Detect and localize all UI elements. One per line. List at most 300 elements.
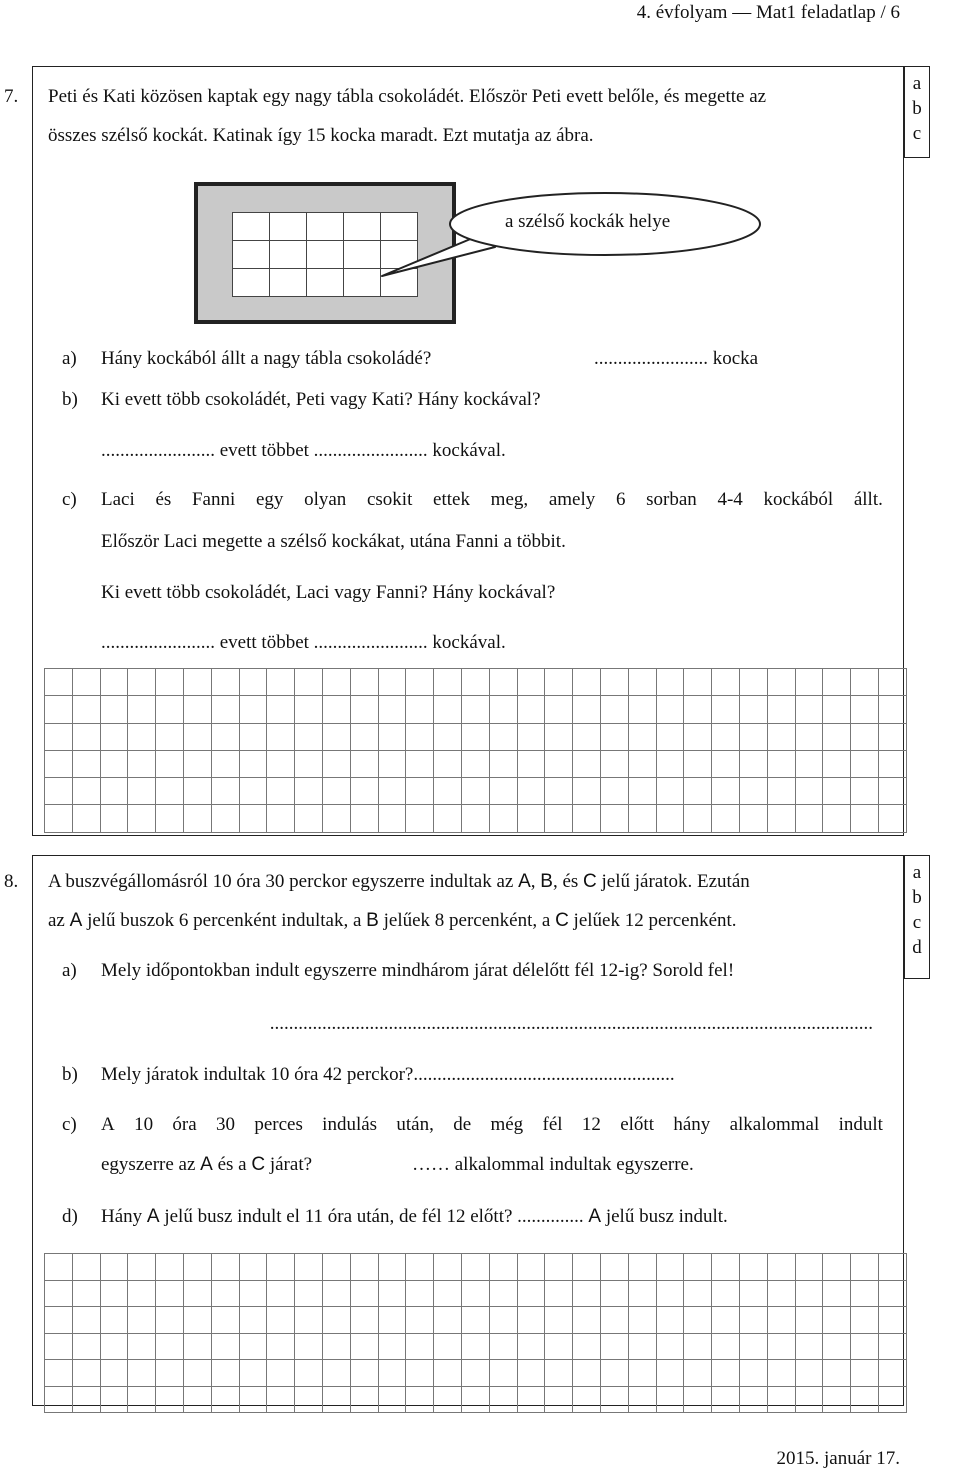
grid-cell	[240, 696, 268, 723]
grid-cell	[657, 1281, 685, 1308]
grid-cell	[573, 696, 601, 723]
task-7-intro-line-1: Peti és Kati közösen kaptak egy nagy tábla csokoládét. Először Peti evett belőle, és megette az	[48, 86, 767, 107]
task-7b-question: Ki evett több csokoládét, Peti vagy Kati? Hány kockával?	[101, 389, 541, 410]
grid-cell	[545, 805, 573, 832]
grid-cell	[712, 724, 740, 751]
grid-cell	[73, 1281, 101, 1308]
grid-cell	[351, 751, 379, 778]
grid-cell	[267, 1307, 295, 1334]
grid-cell	[851, 805, 879, 832]
score-b: b	[912, 887, 922, 908]
grid-cell	[406, 669, 434, 696]
grid-cell	[629, 1281, 657, 1308]
grid-cell	[518, 1334, 546, 1361]
grid-cell	[101, 696, 129, 723]
grid-cell	[295, 1307, 323, 1334]
grid-cell	[379, 1334, 407, 1361]
grid-cell	[45, 724, 73, 751]
grid-cell	[490, 1334, 518, 1361]
grid-cell	[212, 1254, 240, 1281]
grid-cell	[45, 805, 73, 832]
grid-cell	[267, 1281, 295, 1308]
grid-cell	[323, 1307, 351, 1334]
grid-cell	[823, 805, 851, 832]
grid-cell	[128, 696, 156, 723]
grid-cell	[267, 724, 295, 751]
grid-cell	[712, 1387, 740, 1414]
grid-cell	[323, 1387, 351, 1414]
task-7c-line-3: Ki evett több csokoládét, Laci vagy Fanni? Hány kockával?	[101, 582, 556, 603]
grid-cell	[379, 1387, 407, 1414]
grid-cell	[740, 778, 768, 805]
grid-cell	[73, 1254, 101, 1281]
grid-cell	[851, 1281, 879, 1308]
task-7c-answer: ........................ evett többet ........................ kockával.	[101, 632, 506, 653]
score-a: a	[912, 73, 922, 94]
grid-cell	[406, 751, 434, 778]
grid-cell	[128, 1334, 156, 1361]
grid-cell	[712, 1281, 740, 1308]
grid-cell	[156, 1387, 184, 1414]
grid-cell	[434, 751, 462, 778]
grid-cell	[712, 1307, 740, 1334]
grid-cell	[184, 669, 212, 696]
grid-cell	[629, 805, 657, 832]
grid-cell	[184, 1254, 212, 1281]
grid-cell	[851, 751, 879, 778]
grid-cell	[295, 805, 323, 832]
grid-cell	[545, 1254, 573, 1281]
grid-cell	[379, 669, 407, 696]
grid-cell	[545, 1360, 573, 1387]
task-7c-label: c)	[62, 489, 77, 510]
grid-cell	[657, 1307, 685, 1334]
grid-cell	[601, 1307, 629, 1334]
grid-cell	[295, 751, 323, 778]
task-8a-label: a)	[62, 960, 77, 981]
grid-cell	[490, 1387, 518, 1414]
grid-cell	[379, 805, 407, 832]
grid-cell	[545, 669, 573, 696]
grid-cell	[267, 1387, 295, 1414]
grid-cell	[323, 751, 351, 778]
grid-cell	[351, 724, 379, 751]
grid-cell	[128, 778, 156, 805]
grid-cell	[184, 1334, 212, 1361]
grid-cell	[434, 1360, 462, 1387]
grid-cell	[379, 696, 407, 723]
grid-cell	[518, 724, 546, 751]
grid-cell	[657, 805, 685, 832]
grid-cell	[573, 724, 601, 751]
grid-cell	[295, 778, 323, 805]
grid-cell	[406, 805, 434, 832]
grid-cell	[796, 724, 824, 751]
grid-cell	[851, 669, 879, 696]
task-8-number: 8.	[4, 871, 19, 892]
grid-cell	[629, 1254, 657, 1281]
grid-cell	[156, 1281, 184, 1308]
grid-cell	[379, 778, 407, 805]
grid-cell	[796, 1387, 824, 1414]
grid-cell	[629, 1307, 657, 1334]
page-header: 4. évfolyam — Mat1 feladatlap / 6	[636, 2, 900, 23]
grid-cell	[434, 778, 462, 805]
task-7b-answer: ........................ evett többet ........................ kockával.	[101, 440, 506, 461]
grid-cell	[73, 669, 101, 696]
grid-cell	[851, 1307, 879, 1334]
grid-cell	[45, 696, 73, 723]
grid-cell	[323, 669, 351, 696]
score-a: a	[912, 862, 922, 883]
grid-cell	[657, 1387, 685, 1414]
grid-cell	[156, 751, 184, 778]
grid-cell	[240, 1281, 268, 1308]
grid-cell	[601, 1334, 629, 1361]
task-8c-line-1: A 10 óra 30 perces indulás után, de még fél 12 előtt hány alkalommal indult	[101, 1114, 883, 1135]
task-8c-line-2: egyszerre az A és a C járat?	[101, 1154, 313, 1175]
grid-cell	[712, 669, 740, 696]
grid-cell	[573, 1254, 601, 1281]
grid-cell	[434, 724, 462, 751]
grid-cell	[379, 724, 407, 751]
grid-cell	[212, 751, 240, 778]
grid-cell	[601, 1360, 629, 1387]
grid-cell	[629, 1387, 657, 1414]
grid-cell	[434, 805, 462, 832]
grid-cell	[768, 1307, 796, 1334]
grid-cell	[601, 751, 629, 778]
grid-cell	[796, 805, 824, 832]
grid-cell	[240, 1307, 268, 1334]
grid-cell	[712, 778, 740, 805]
grid-cell	[295, 669, 323, 696]
grid-cell	[267, 1334, 295, 1361]
grid-cell	[462, 778, 490, 805]
grid-cell	[434, 1254, 462, 1281]
grid-cell	[212, 1281, 240, 1308]
task-7b-label: b)	[62, 389, 78, 410]
grid-cell	[73, 696, 101, 723]
grid-cell	[768, 1360, 796, 1387]
grid-cell	[128, 669, 156, 696]
grid-cell	[796, 1254, 824, 1281]
grid-cell	[156, 669, 184, 696]
grid-cell	[712, 805, 740, 832]
grid-cell	[406, 696, 434, 723]
grid-cell	[212, 1307, 240, 1334]
grid-cell	[823, 1307, 851, 1334]
grid-cell	[240, 1360, 268, 1387]
grid-cell	[156, 1360, 184, 1387]
grid-cell	[545, 751, 573, 778]
grid-cell	[518, 696, 546, 723]
grid-cell	[796, 1307, 824, 1334]
grid-cell	[879, 805, 907, 832]
grid-cell	[101, 1307, 129, 1334]
grid-cell	[657, 724, 685, 751]
grid-cell	[73, 805, 101, 832]
score-c: c	[912, 912, 922, 933]
grid-cell	[267, 696, 295, 723]
grid-cell	[101, 778, 129, 805]
grid-cell	[462, 1254, 490, 1281]
grid-cell	[601, 1387, 629, 1414]
grid-cell	[796, 669, 824, 696]
grid-cell	[879, 778, 907, 805]
grid-cell	[712, 1334, 740, 1361]
grid-cell	[434, 1334, 462, 1361]
grid-cell	[601, 696, 629, 723]
grid-cell	[212, 669, 240, 696]
grid-cell	[601, 669, 629, 696]
grid-cell	[45, 1387, 73, 1414]
grid-cell	[518, 1281, 546, 1308]
grid-cell	[351, 669, 379, 696]
grid-cell	[796, 1334, 824, 1361]
grid-cell	[45, 669, 73, 696]
grid-cell	[740, 1360, 768, 1387]
grid-cell	[73, 1387, 101, 1414]
grid-cell	[573, 669, 601, 696]
grid-cell	[657, 1334, 685, 1361]
grid-cell	[406, 1334, 434, 1361]
grid-cell	[601, 724, 629, 751]
score-b: b	[912, 98, 922, 119]
grid-cell	[156, 1307, 184, 1334]
grid-cell	[73, 1307, 101, 1334]
grid-cell	[128, 805, 156, 832]
grid-cell	[406, 1254, 434, 1281]
grid-cell	[684, 724, 712, 751]
grid-cell	[768, 696, 796, 723]
grid-cell	[573, 1360, 601, 1387]
grid-cell	[518, 669, 546, 696]
grid-cell	[323, 696, 351, 723]
task-7a-answer: ........................ kocka	[594, 348, 759, 369]
grid-cell	[796, 696, 824, 723]
grid-cell	[156, 696, 184, 723]
grid-cell	[768, 805, 796, 832]
grid-cell	[462, 805, 490, 832]
grid-cell	[295, 1387, 323, 1414]
grid-cell	[823, 778, 851, 805]
task-7-work-grid	[44, 668, 907, 833]
speech-bubble-text: a szélső kockák helye	[505, 211, 671, 232]
grid-cell	[128, 1360, 156, 1387]
grid-cell	[462, 669, 490, 696]
grid-cell	[267, 805, 295, 832]
grid-cell	[434, 1387, 462, 1414]
grid-cell	[740, 669, 768, 696]
grid-cell	[657, 1360, 685, 1387]
grid-cell	[128, 1281, 156, 1308]
grid-cell	[684, 1281, 712, 1308]
grid-cell	[351, 1281, 379, 1308]
task-8-intro-line-2: az A jelű buszok 6 percenként indultak, a B jelűek 8 percenként, a C jelűek 12 percenként.	[48, 910, 737, 931]
task-7-score-column	[904, 66, 930, 158]
grid-cell	[240, 1334, 268, 1361]
grid-cell	[351, 1334, 379, 1361]
grid-cell	[518, 1360, 546, 1387]
grid-cell	[184, 1307, 212, 1334]
grid-cell	[156, 1334, 184, 1361]
grid-cell	[768, 751, 796, 778]
grid-cell	[295, 1254, 323, 1281]
grid-cell	[101, 751, 129, 778]
grid-cell	[240, 669, 268, 696]
grid-cell	[684, 1254, 712, 1281]
grid-cell	[101, 724, 129, 751]
grid-cell	[879, 1254, 907, 1281]
grid-cell	[462, 1387, 490, 1414]
grid-cell	[629, 778, 657, 805]
grid-cell	[351, 1254, 379, 1281]
grid-cell	[156, 778, 184, 805]
task-7-intro-line-2: összes szélső kockát. Katinak így 15 kocka maradt. Ezt mutatja az ábra.	[48, 125, 594, 146]
grid-cell	[601, 1254, 629, 1281]
grid-cell	[879, 751, 907, 778]
grid-cell	[406, 1360, 434, 1387]
grid-cell	[851, 696, 879, 723]
grid-cell	[768, 669, 796, 696]
grid-cell	[490, 669, 518, 696]
grid-cell	[851, 778, 879, 805]
grid-cell	[740, 696, 768, 723]
grid-cell	[101, 669, 129, 696]
grid-cell	[101, 1254, 129, 1281]
grid-cell	[351, 805, 379, 832]
grid-cell	[768, 778, 796, 805]
grid-cell	[45, 751, 73, 778]
grid-cell	[351, 778, 379, 805]
grid-cell	[823, 751, 851, 778]
grid-cell	[879, 1387, 907, 1414]
grid-cell	[851, 1360, 879, 1387]
grid-cell	[379, 1254, 407, 1281]
grid-cell	[434, 696, 462, 723]
task-8-work-grid	[44, 1253, 907, 1413]
grid-cell	[101, 1334, 129, 1361]
grid-cell	[184, 751, 212, 778]
grid-cell	[740, 1307, 768, 1334]
grid-cell	[184, 805, 212, 832]
grid-cell	[462, 696, 490, 723]
task-8b-label: b)	[62, 1064, 78, 1085]
grid-cell	[823, 669, 851, 696]
grid-cell	[45, 1360, 73, 1387]
grid-cell	[128, 724, 156, 751]
grid-cell	[518, 751, 546, 778]
grid-cell	[156, 724, 184, 751]
grid-cell	[434, 1307, 462, 1334]
grid-cell	[629, 724, 657, 751]
grid-cell	[379, 1307, 407, 1334]
grid-cell	[796, 1360, 824, 1387]
grid-cell	[212, 724, 240, 751]
grid-cell	[462, 1307, 490, 1334]
grid-cell	[490, 724, 518, 751]
grid-cell	[657, 778, 685, 805]
grid-cell	[45, 1307, 73, 1334]
grid-cell	[768, 1387, 796, 1414]
grid-cell	[351, 1307, 379, 1334]
grid-cell	[768, 1254, 796, 1281]
grid-cell	[267, 778, 295, 805]
grid-cell	[684, 751, 712, 778]
score-d: d	[912, 937, 922, 958]
grid-cell	[128, 1254, 156, 1281]
task-7a-label: a)	[62, 348, 77, 369]
grid-cell	[406, 1307, 434, 1334]
grid-cell	[184, 1360, 212, 1387]
grid-cell	[434, 1281, 462, 1308]
grid-cell	[545, 1281, 573, 1308]
grid-cell	[629, 751, 657, 778]
grid-cell	[684, 696, 712, 723]
grid-cell	[462, 751, 490, 778]
grid-cell	[73, 1360, 101, 1387]
grid-cell	[768, 1334, 796, 1361]
grid-cell	[323, 1360, 351, 1387]
grid-cell	[712, 1254, 740, 1281]
grid-cell	[823, 1254, 851, 1281]
grid-cell	[879, 1360, 907, 1387]
grid-cell	[351, 1360, 379, 1387]
grid-cell	[601, 778, 629, 805]
grid-cell	[879, 669, 907, 696]
grid-cell	[212, 778, 240, 805]
grid-cell	[851, 724, 879, 751]
grid-cell	[545, 1387, 573, 1414]
task-8a-question: Mely időpontokban indult egyszerre mindhárom járat délelőtt fél 12-ig? Sorold fel!	[101, 960, 735, 981]
grid-cell	[101, 1281, 129, 1308]
grid-cell	[545, 696, 573, 723]
task-8-intro-line-1: A buszvégállomásról 10 óra 30 perckor egyszerre indultak az A, B, és C jelű járatok. Ezután	[48, 871, 750, 892]
grid-cell	[490, 778, 518, 805]
grid-cell	[879, 1307, 907, 1334]
grid-cell	[462, 1334, 490, 1361]
grid-cell	[45, 1281, 73, 1308]
grid-cell	[490, 805, 518, 832]
grid-cell	[490, 1307, 518, 1334]
grid-cell	[879, 724, 907, 751]
grid-cell	[490, 1360, 518, 1387]
grid-cell	[462, 1360, 490, 1387]
page-footer: 2015. január 17.	[776, 1448, 900, 1469]
task-8c-label: c)	[62, 1114, 77, 1135]
grid-cell	[295, 1281, 323, 1308]
grid-cell	[323, 1281, 351, 1308]
grid-cell	[518, 778, 546, 805]
grid-cell	[629, 1360, 657, 1387]
grid-cell	[323, 805, 351, 832]
grid-cell	[657, 1254, 685, 1281]
grid-cell	[657, 751, 685, 778]
grid-cell	[212, 1334, 240, 1361]
grid-cell	[573, 1334, 601, 1361]
grid-cell	[240, 805, 268, 832]
grid-cell	[740, 724, 768, 751]
grid-cell	[267, 751, 295, 778]
grid-cell	[545, 1307, 573, 1334]
grid-cell	[490, 751, 518, 778]
grid-cell	[879, 1334, 907, 1361]
grid-cell	[712, 1360, 740, 1387]
grid-cell	[101, 805, 129, 832]
grid-cell	[657, 669, 685, 696]
grid-cell	[323, 1254, 351, 1281]
